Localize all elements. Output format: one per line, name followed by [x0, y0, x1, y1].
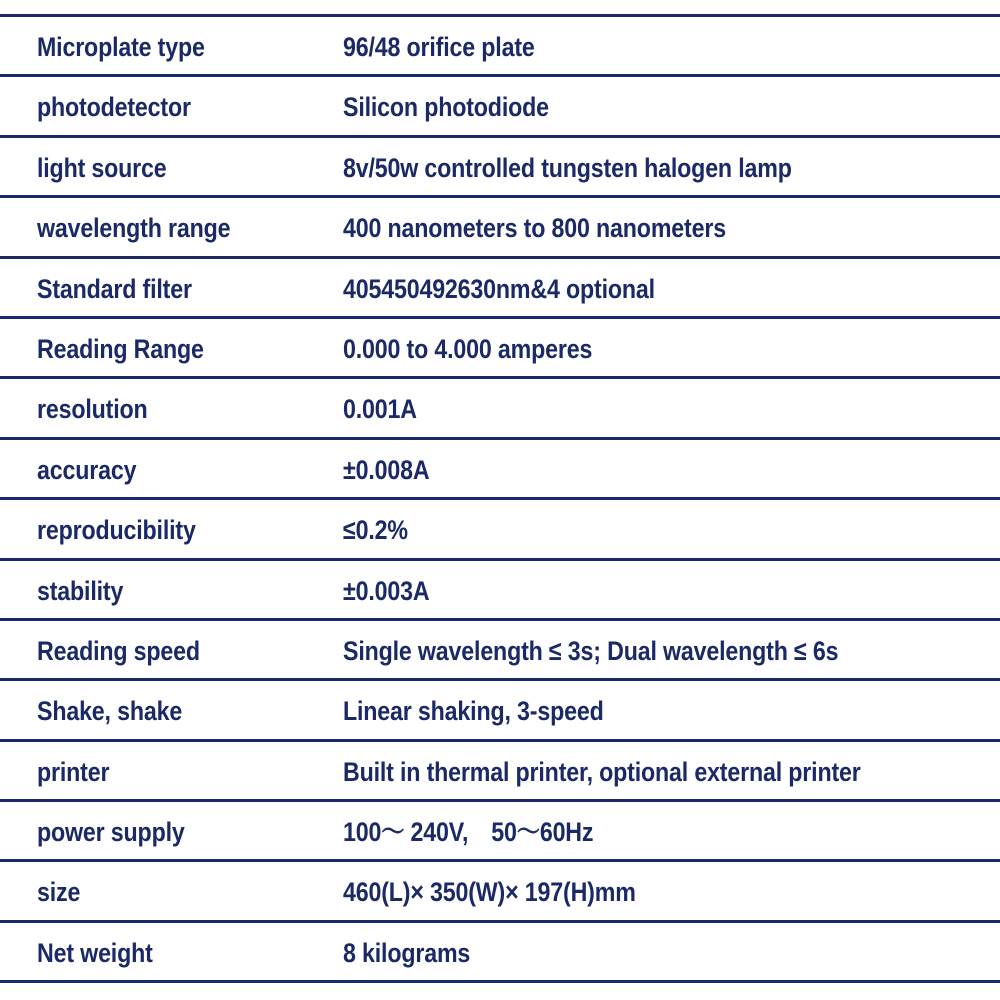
table-row	[0, 742, 1000, 802]
table-row	[0, 621, 1000, 681]
spec-label-reproducibility: reproducibility	[37, 515, 196, 546]
table-row	[0, 138, 1000, 198]
spec-value-power-supply: 100～ 240V, 50～60Hz	[343, 817, 594, 848]
spec-value-light-source: 8v/50w controlled tungsten halogen lamp	[343, 152, 792, 183]
spec-label-accuracy: accuracy	[37, 454, 137, 485]
spec-value-reading-speed: Single wavelength ≤ 3s; Dual wavelength ≤ 6s	[343, 635, 839, 666]
spec-label-wavelength-range: wavelength range	[37, 213, 231, 244]
table-row	[0, 77, 1000, 137]
table-row	[0, 681, 1000, 741]
table-row	[0, 802, 1000, 862]
spec-value-net-weight: 8 kilograms	[343, 937, 471, 968]
spec-value-shake: Linear shaking, 3-speed	[343, 696, 604, 727]
spec-label-size: size	[37, 877, 81, 908]
spec-value-reproducibility: ≤0.2%	[343, 515, 408, 546]
spec-value-size: 460(L)× 350(W)× 197(H)mm	[343, 877, 636, 908]
table-row	[0, 17, 1000, 77]
spec-value-microplate-type: 96/48 orifice plate	[343, 32, 535, 62]
spec-label-shake: Shake, shake	[37, 696, 183, 727]
table-row	[0, 319, 1000, 379]
table-row	[0, 862, 1000, 922]
spec-label-reading-range: Reading Range	[37, 333, 204, 364]
spec-label-net-weight: Net weight	[37, 937, 153, 968]
spec-value-accuracy: ±0.008A	[343, 454, 430, 485]
spec-value-photodetector: Silicon photodiode	[343, 92, 549, 123]
spec-label-stability: stability	[37, 575, 124, 606]
spec-label-reading-speed: Reading speed	[37, 635, 200, 666]
spec-value-reading-range: 0.000 to 4.000 amperes	[343, 333, 593, 364]
table-row	[0, 561, 1000, 621]
spec-value-standard-filter: 405450492630nm&4 optional	[343, 273, 655, 304]
spec-value-stability: ±0.003A	[343, 575, 430, 606]
spec-label-standard-filter: Standard filter	[37, 273, 192, 304]
spec-label-power-supply: power supply	[37, 817, 185, 848]
table-row	[0, 500, 1000, 560]
table-row	[0, 198, 1000, 258]
table-row	[0, 440, 1000, 500]
spec-value-resolution: 0.001A	[343, 394, 417, 425]
table-row	[0, 923, 1000, 983]
table-row	[0, 259, 1000, 319]
spec-table	[0, 14, 1000, 983]
spec-value-wavelength-range: 400 nanometers to 800 nanometers	[343, 213, 726, 244]
spec-value-printer: Built in thermal printer, optional external printer	[343, 756, 861, 787]
spec-label-microplate-type: Microplate type	[37, 32, 205, 62]
spec-label-photodetector: photodetector	[37, 92, 191, 123]
spec-label-printer: printer	[37, 756, 110, 787]
spec-label-resolution: resolution	[37, 394, 148, 425]
table-row	[0, 379, 1000, 439]
spec-label-light-source: light source	[37, 152, 167, 183]
